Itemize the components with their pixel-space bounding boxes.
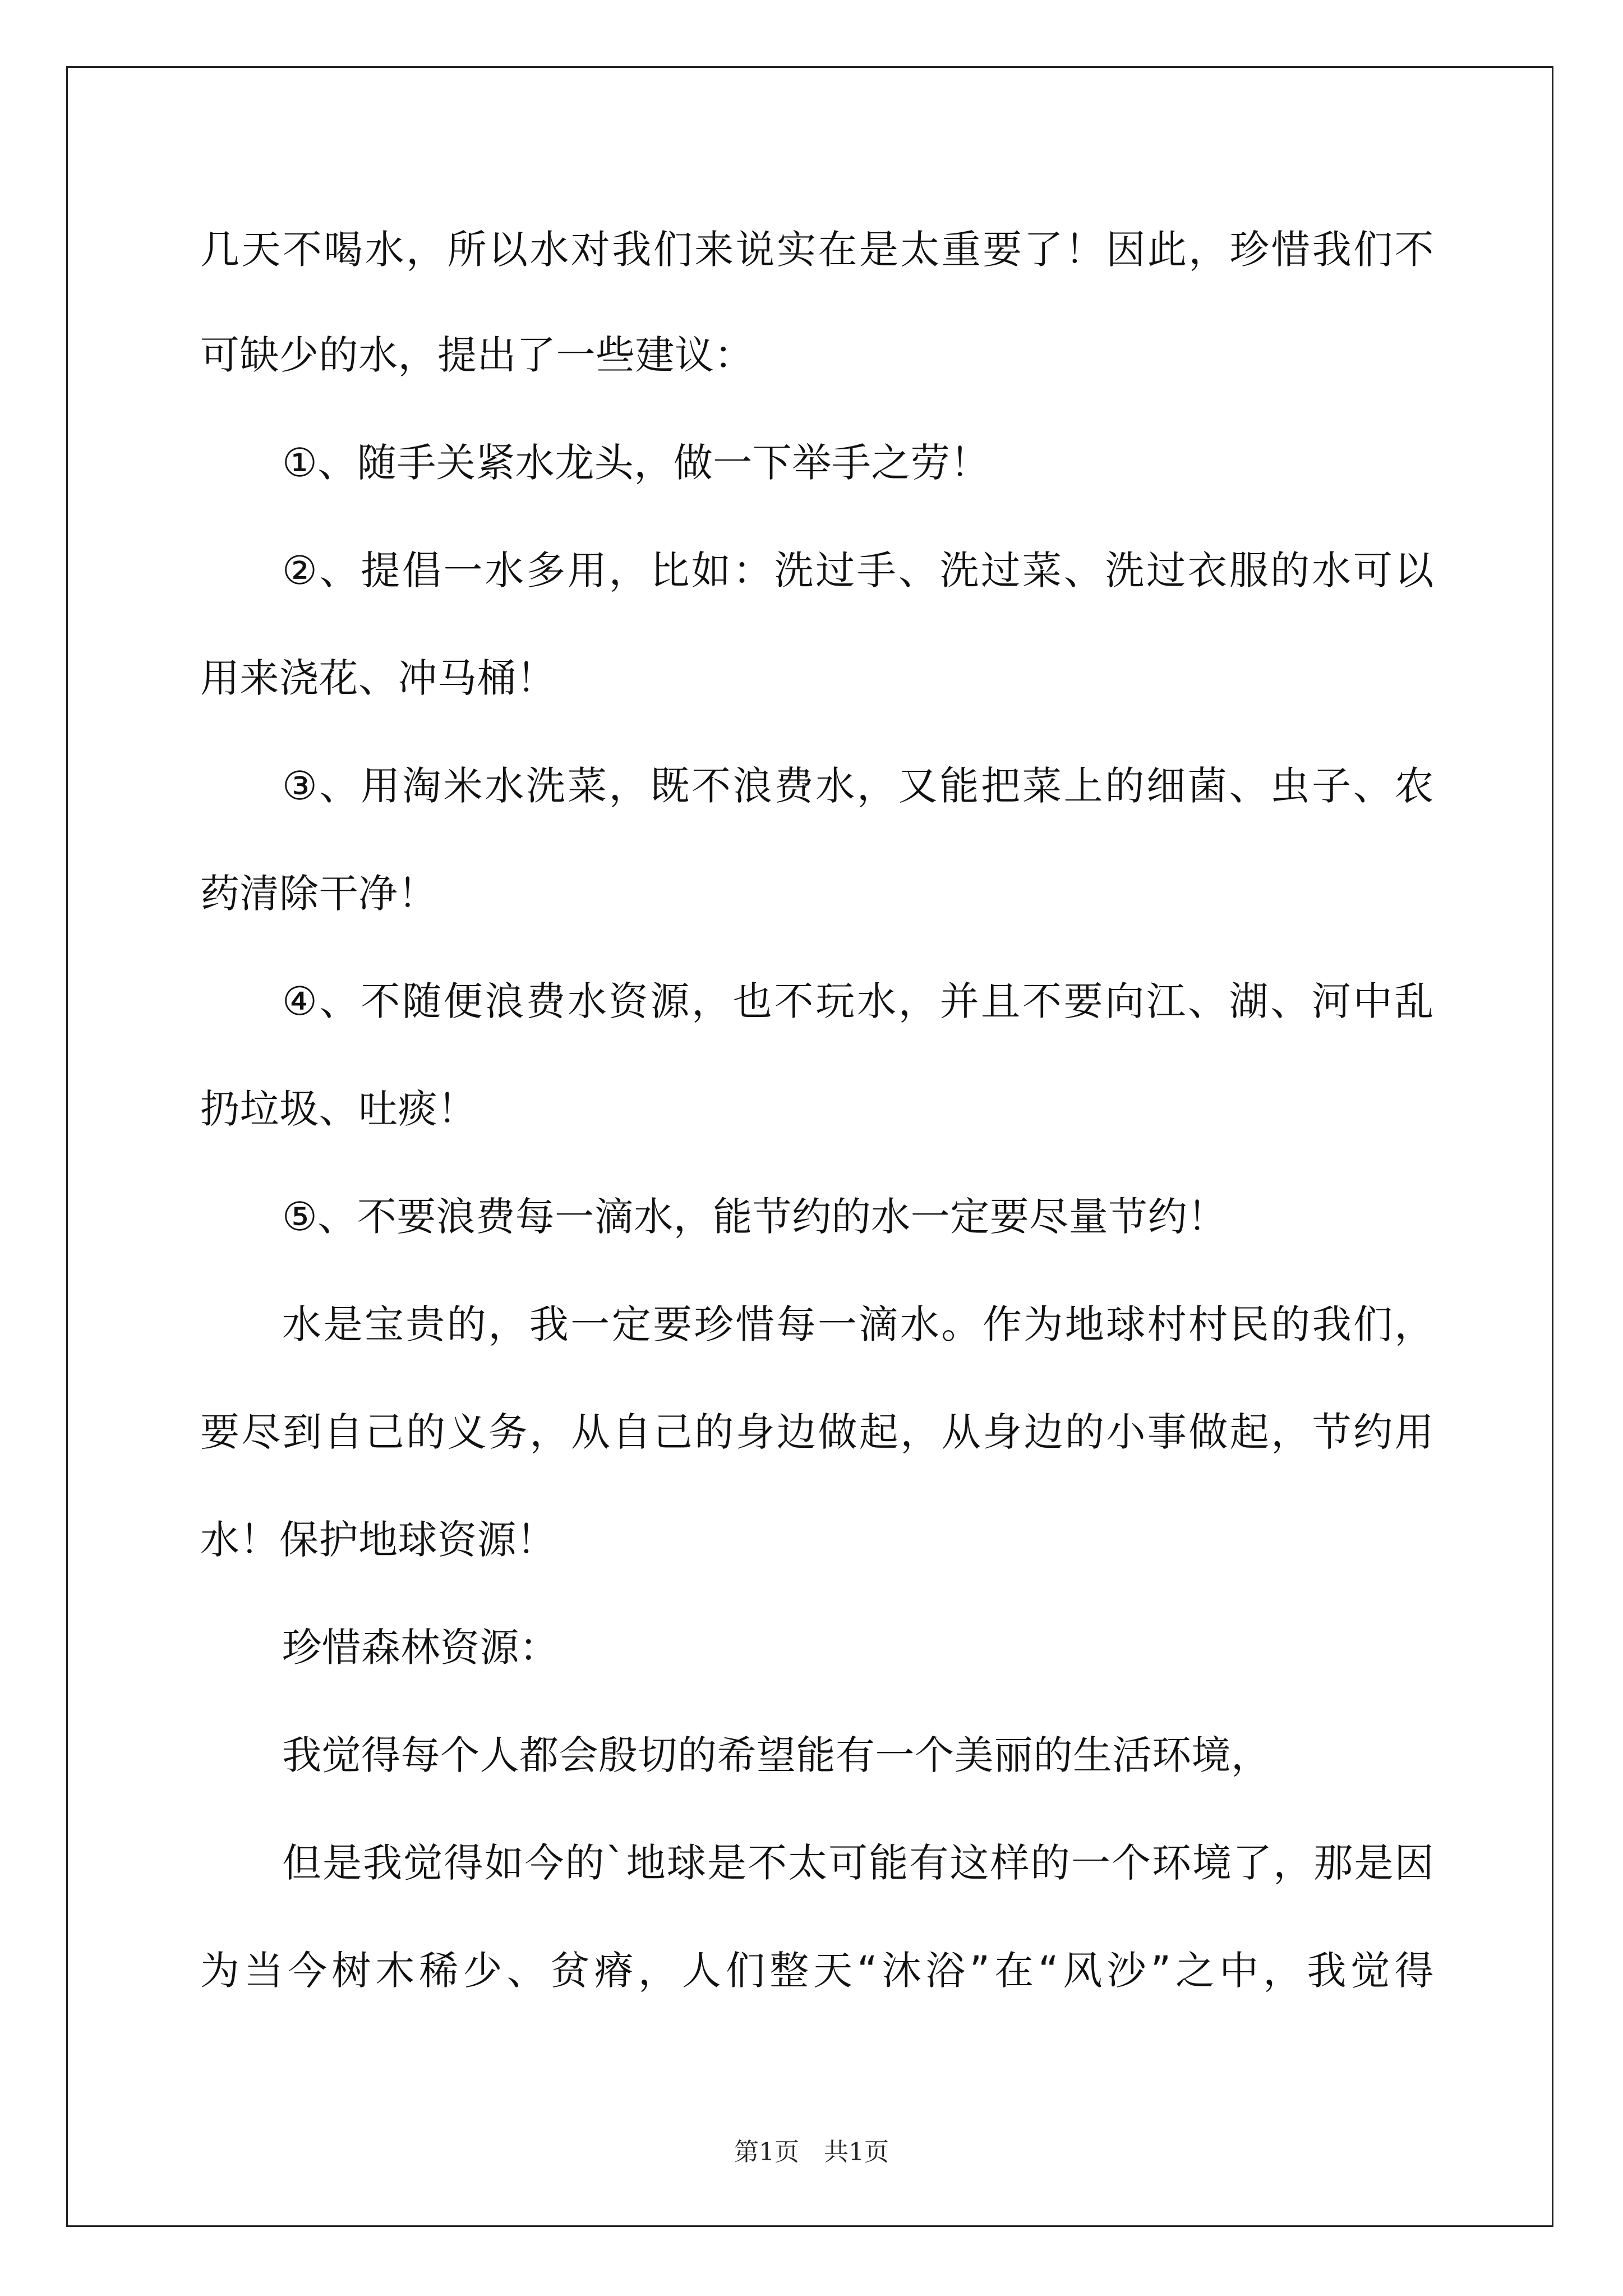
body-text-line: 可缺少的水，提出了一些建议： [200, 332, 754, 378]
page-footer: 第1页 共1页 [734, 2138, 889, 2166]
list-item-5: ⑤、不要浪费每一滴水，能节约的水一定要尽量节约！ [282, 1194, 1227, 1240]
paragraph-start: 但是我觉得如今的`地球是不太可能有这样的一个环境了，那是因 [282, 1840, 1434, 1886]
body-text-line: 为当今树木稀少、贫瘠，人们整天“沐浴”在“风沙”之中，我觉得 [200, 1948, 1434, 1994]
body-text-line: 几天不喝水，所以水对我们来说实在是太重要了！因此，珍惜我们不 [200, 227, 1434, 273]
paragraph-start: 水是宝贵的，我一定要珍惜每一滴水。作为地球村村民的我们， [282, 1301, 1434, 1347]
paragraph-start: 我觉得每个人都会殷切的希望能有一个美丽的生活环境， [282, 1732, 1271, 1778]
list-item-4: ④、不随便浪费水资源，也不玩水，并且不要向江、湖、河中乱 [282, 978, 1434, 1024]
body-text-line: 扔垃圾、吐痰！ [200, 1086, 477, 1132]
list-item-1: ①、随手关紧水龙头，做一下举手之劳！ [282, 440, 990, 486]
body-text-line: 水！保护地球资源！ [200, 1517, 556, 1563]
body-text-line: 要尽到自己的义务，从自己的身边做起，从身边的小事做起，节约用 [200, 1409, 1434, 1455]
page-border [66, 66, 1553, 2227]
list-item-2: ②、提倡一水多用，比如：洗过手、洗过菜、洗过衣服的水可以 [282, 547, 1434, 593]
list-item-3: ③、用淘米水洗菜，既不浪费水，又能把菜上的细菌、虫子、农 [282, 763, 1434, 809]
body-text-line: 药清除干净！ [200, 871, 437, 917]
section-heading: 珍惜森林资源： [282, 1625, 559, 1671]
body-text-line: 用来浇花、冲马桶！ [200, 655, 556, 701]
